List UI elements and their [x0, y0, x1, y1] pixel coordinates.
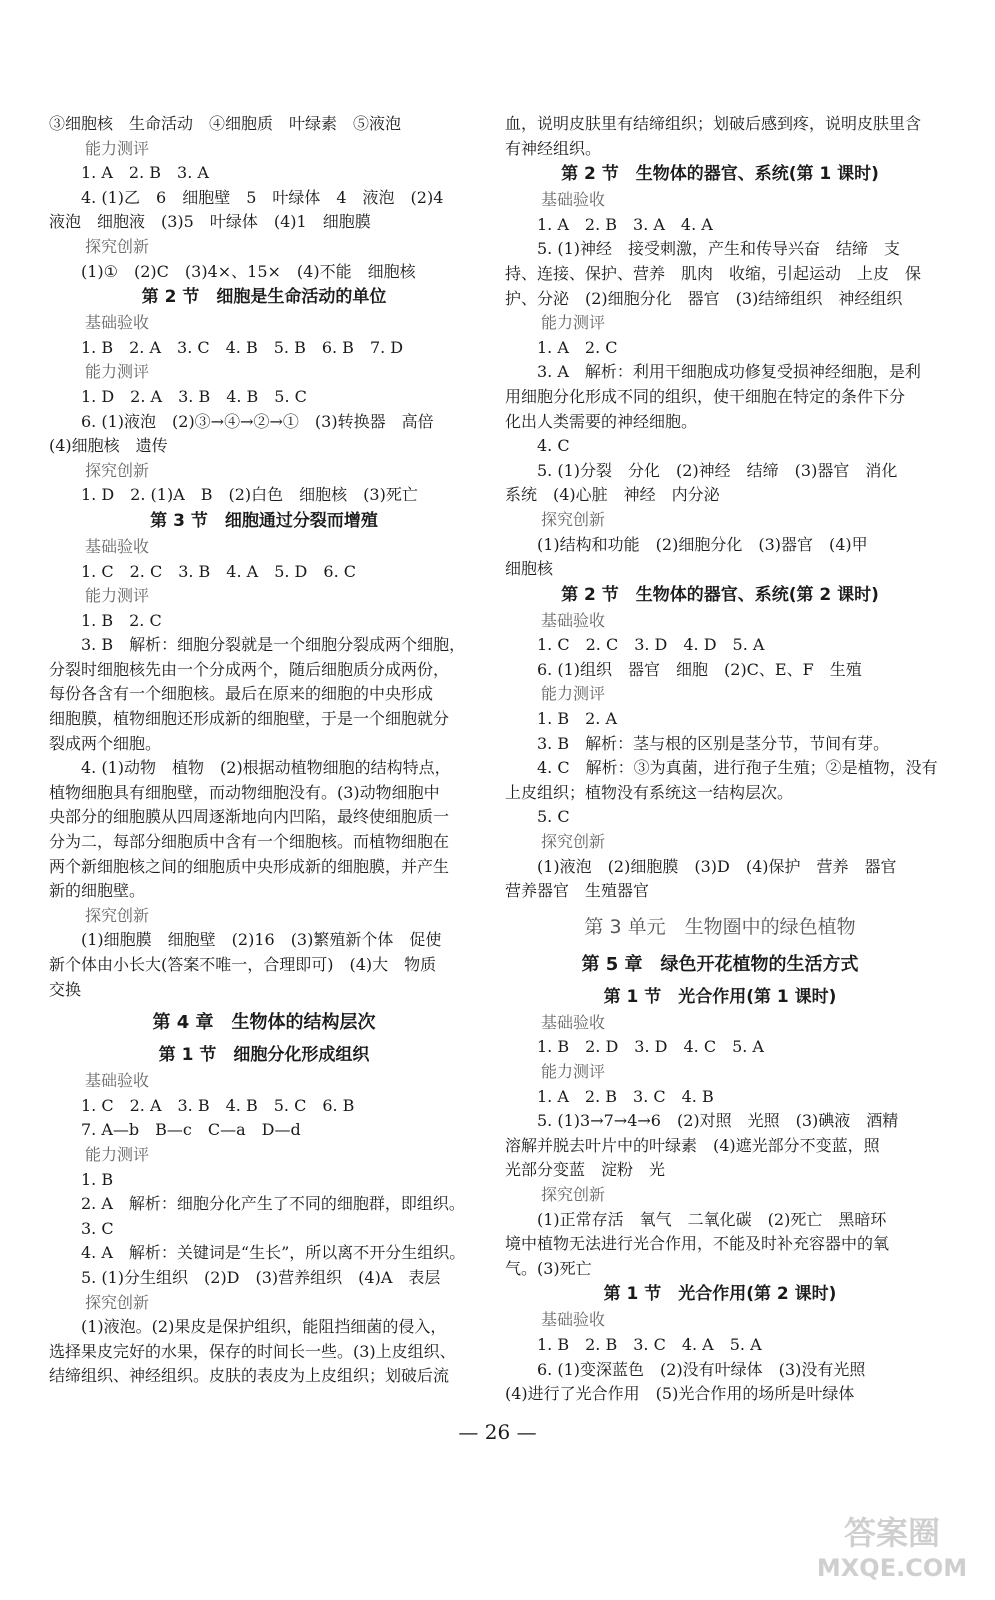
answer-line: (1)液泡 (2)细胞膜 (3)D (4)保护 营养 器官 — [537, 856, 897, 876]
chapter-heading: 第 4 章 生物体的结构层次 — [152, 1012, 376, 1034]
text-line: 两个新细胞核之间的细胞质中央形成新的细胞膜，并产生 — [49, 856, 450, 876]
answer-line: 1. D 2. A 3. B 4. B 5. C — [81, 386, 307, 406]
answer-line: 1. A 2. C — [537, 337, 618, 357]
answer-line: (1)结构和功能 (2)细胞分化 (3)器官 (4)甲 — [537, 534, 868, 554]
subsection-label: 能力测评 — [85, 1144, 150, 1164]
answer-line: 4. (1)乙 6 细胞壁 5 叶绿体 4 液泡 (2)4 — [81, 187, 444, 207]
text-line: 气。(3)死亡 — [505, 1258, 592, 1278]
answer-line: 1. B 2. D 3. D 4. C 5. A — [537, 1037, 764, 1057]
text-line: 溶解并脱去叶片中的叶绿素 (4)遮光部分不变蓝，照 — [505, 1135, 880, 1155]
subsection-label: 能力测评 — [85, 362, 150, 382]
answer-line: 3. B 解析：茎与根的区别是茎分节，节间有芽。 — [537, 733, 890, 753]
subsection-label: 探究创新 — [541, 509, 606, 529]
text-line: 新个体由小长大(答案不唯一，合理即可) (4)大 物质 — [49, 955, 437, 974]
subsection-label: 探究创新 — [85, 460, 150, 480]
text-line: 每份各含有一个细胞核。最后在原来的细胞的中央形成 — [49, 684, 434, 704]
answer-line: 3. C — [81, 1218, 114, 1238]
text-line: 化出人类需要的神经细胞。 — [505, 411, 698, 431]
answer-line: 5. (1)神经 接受刺激，产生和传导兴奋 结缔 支 — [537, 239, 901, 259]
section-heading: 第 1 节 光合作用(第 2 课时) — [603, 1284, 837, 1305]
subsection-label: 能力测评 — [541, 313, 606, 333]
chapter-heading: 第 5 章 绿色开花植物的生活方式 — [581, 953, 859, 975]
text-line: 持、连接、保护、营养 肌肉 收缩，引起运动 上皮 保 — [505, 263, 922, 283]
answer-line: 1. C 2. C 3. D 4. D 5. A — [537, 635, 765, 655]
text-line: (4)细胞核 遗传 — [49, 436, 168, 456]
subsection-label: 探究创新 — [541, 832, 606, 852]
answer-line: 2. A 解析：细胞分化产生了不同的细胞群，即组织。 — [81, 1194, 465, 1214]
subsection-label: 基础验收 — [541, 1310, 606, 1330]
section-heading: 第 1 节 光合作用(第 1 课时) — [603, 986, 837, 1007]
answer-line: 1. B — [81, 1169, 114, 1189]
subsection-label: 基础验收 — [541, 1012, 606, 1032]
text-line: 护、分泌 (2)细胞分化 器官 (3)结缔组织 神经组织 — [505, 288, 903, 308]
text-line: 分裂时细胞核先由一个分成两个，随后细胞质分成两份， — [49, 659, 450, 679]
text-line: 细胞膜，植物细胞还形成新的细胞壁，于是一个细胞就分 — [49, 709, 450, 729]
text-line: 选择果皮完好的水果，保存的时间长一些。(3)上皮组织、 — [49, 1341, 456, 1361]
subsection-label: 探究创新 — [85, 1292, 150, 1312]
text-line: 有神经组织。 — [505, 138, 602, 158]
subsection-label: 基础验收 — [85, 313, 150, 333]
answer-line: 1. C 2. C 3. B 4. A 5. D 6. C — [81, 561, 356, 581]
answer-line: (1)液泡。(2)果皮是保护组织，能阻挡细菌的侵入， — [81, 1317, 447, 1337]
answer-line: 5. C — [537, 807, 570, 827]
text-line: 营养器官 生殖器官 — [505, 881, 650, 901]
text-line: 结缔组织、神经组织。皮肤的表皮为上皮组织；划破后流 — [49, 1366, 450, 1386]
answer-line: 5. (1)3→7→4→6 (2)对照 光照 (3)碘液 酒精 — [537, 1111, 899, 1131]
left-column — [49, 112, 479, 1389]
subsection-label: 探究创新 — [85, 236, 150, 256]
watermark-logo — [817, 1504, 967, 1586]
subsection-label: 能力测评 — [541, 1062, 606, 1081]
answer-line: 1. A 2. B 3. C 4. B — [537, 1086, 714, 1106]
subsection-label: 探究创新 — [85, 905, 150, 925]
answer-line: (1)正常存活 氧气 二氧化碳 (2)死亡 黑暗环 — [537, 1209, 887, 1229]
text-line: 上皮组织；植物没有系统这一结构层次。 — [505, 782, 794, 802]
text-line: 液泡 细胞液 (3)5 叶绿体 (4)1 细胞膜 — [49, 212, 371, 232]
text-line: 细胞核 — [505, 559, 554, 579]
text-line: ③细胞核 生命活动 ④细胞质 叶绿素 ⑤液泡 — [49, 114, 402, 133]
text-line: 境中植物无法进行光合作用，不能及时补充容器中的氧 — [505, 1234, 890, 1254]
watermark-line1: 答案圈 — [843, 1514, 941, 1552]
answer-line: 3. B 解析：细胞分裂就是一个细胞分裂成两个细胞， — [81, 635, 466, 655]
text-line: 用细胞分化形成不同的组织，使干细胞在特定的条件下分 — [505, 386, 906, 406]
section-heading: 第 3 节 细胞通过分裂而增殖 — [150, 510, 378, 531]
answer-line: 1. B 2. B 3. C 4. A 5. A — [537, 1334, 762, 1354]
answer-line: 4. (1)动物 植物 (2)根据动植物细胞的结构特点， — [81, 758, 451, 778]
subsection-label: 基础验收 — [85, 1071, 150, 1091]
unit-heading: 第 3 单元 生物圈中的绿色植物 — [584, 915, 856, 938]
text-line: (4)进行了光合作用 (5)光合作用的场所是叶绿体 — [505, 1384, 855, 1404]
subsection-label: 基础验收 — [541, 190, 606, 210]
section-heading: 第 2 节 生物体的器官、系统(第 2 课时) — [561, 584, 879, 605]
answer-line: 4. A 解析：关键词是“生长”，所以离不开分生组织。 — [81, 1243, 466, 1263]
answer-line: 1. B 2. A — [537, 709, 618, 729]
subsection-label: 探究创新 — [541, 1184, 606, 1204]
text-line: 央部分的细胞膜从四周逐渐地向内凹陷，最终使细胞质一 — [49, 807, 450, 827]
section-heading: 第 1 节 细胞分化形成组织 — [158, 1045, 370, 1066]
subsection-label: 基础验收 — [85, 536, 150, 556]
answer-line: 6. (1)变深蓝色 (2)没有叶绿体 (3)没有光照 — [537, 1359, 866, 1379]
answer-line: 1. C 2. A 3. B 4. B 5. C 6. B — [81, 1095, 355, 1115]
answer-line: 4. C 解析：③为真菌，进行孢子生殖；②是植物，没有 — [537, 758, 938, 778]
watermark-line2: MXQE.COM — [817, 1554, 967, 1582]
section-heading: 第 2 节 生物体的器官、系统(第 1 课时) — [561, 164, 879, 185]
text-line: 分为二，每部分细胞质中含有一个细胞核。而植物细胞在 — [49, 832, 450, 852]
subsection-label: 能力测评 — [541, 684, 606, 704]
answer-line: 7. A—b B—c C—a D—d — [81, 1120, 301, 1140]
text-line: 光部分变蓝 淀粉 光 — [505, 1160, 666, 1180]
answer-line: 6. (1)组织 器官 细胞 (2)C、E、F 生殖 — [537, 659, 862, 679]
answer-line: 4. C — [537, 436, 570, 456]
answer-line: 6. (1)液泡 (2)③→④→②→① (3)转换器 高倍 — [81, 411, 434, 431]
subsection-label: 能力测评 — [85, 586, 150, 606]
section-heading: 第 2 节 细胞是生命活动的单位 — [141, 287, 387, 308]
page-number: — 26 — — [458, 1420, 537, 1444]
answer-line: 3. A 解析：利用干细胞成功修复受损神经细胞，是利 — [537, 362, 921, 382]
text-line: 新的细胞壁。 — [49, 881, 146, 901]
answer-line: 1. D 2. (1)A B (2)白色 细胞核 (3)死亡 — [81, 485, 418, 505]
text-line: 血，说明皮肤里有结缔组织；划破后感到疼，说明皮肤里含 — [505, 114, 922, 133]
text-line: 系统 (4)心脏 神经 内分泌 — [505, 485, 720, 505]
answer-line: (1)① (2)C (3)4×、15× (4)不能 细胞核 — [81, 261, 416, 281]
text-line: 植物细胞具有细胞壁，而动物细胞没有。(3)动物细胞中 — [49, 782, 440, 802]
answer-line: 5. (1)分裂 分化 (2)神经 结缔 (3)器官 消化 — [537, 460, 898, 480]
answer-line: 1. A 2. B 3. A 4. A — [537, 214, 713, 234]
text-line: 裂成两个细胞。 — [49, 733, 162, 753]
text-line: 交换 — [49, 979, 82, 999]
answer-line: 1. B 2. C — [81, 610, 162, 630]
subsection-label: 能力测评 — [85, 138, 150, 158]
answer-line: 1. A 2. B 3. A — [81, 163, 209, 183]
answer-line: 1. B 2. A 3. C 4. B 5. B 6. B 7. D — [81, 337, 404, 357]
answer-line: (1)细胞膜 细胞壁 (2)16 (3)繁殖新个体 促使 — [81, 930, 442, 950]
answer-line: 5. (1)分生组织 (2)D (3)营养组织 (4)A 表层 — [81, 1267, 441, 1287]
right-column — [505, 112, 938, 1407]
subsection-label: 基础验收 — [541, 610, 606, 630]
